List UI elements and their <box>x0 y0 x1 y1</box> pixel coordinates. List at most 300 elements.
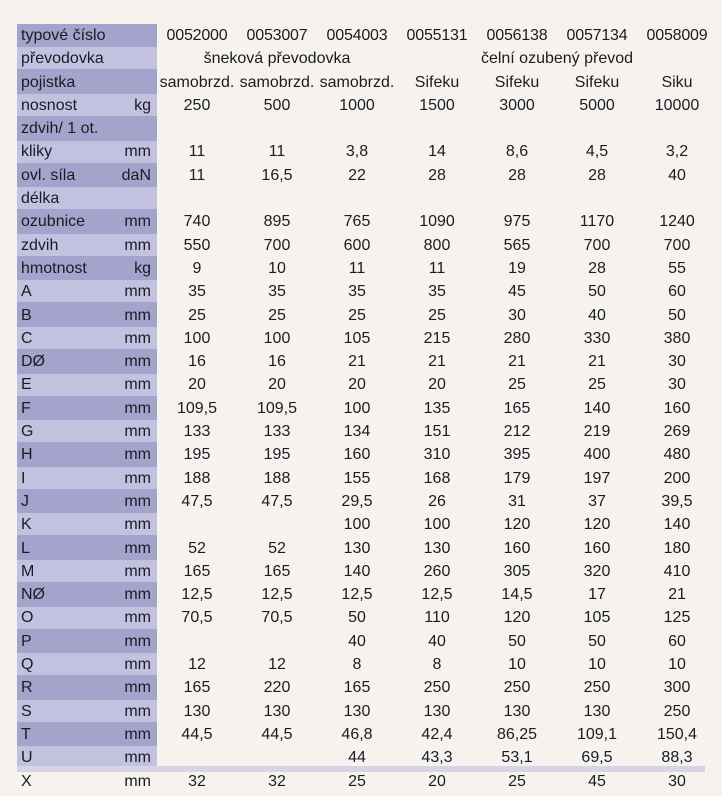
row-unit: mm <box>124 539 151 557</box>
value-cell: 45 <box>508 283 526 301</box>
row-label: B <box>21 306 32 324</box>
value-cell: 12 <box>188 656 206 674</box>
value-cell: 1500 <box>419 96 455 114</box>
value-cell: 11 <box>188 166 206 184</box>
table-row <box>17 676 717 699</box>
row-label: ozubnice <box>21 213 86 231</box>
value-cell: 28 <box>428 166 446 184</box>
value-cell <box>157 630 237 653</box>
value-cell: 151 <box>423 423 451 441</box>
value-cell: 9 <box>192 259 202 277</box>
value-cell <box>397 187 477 210</box>
value-cell: 250 <box>583 679 611 697</box>
value-cell: 12,5 <box>421 586 453 604</box>
value-cell: 150,4 <box>656 725 698 743</box>
row-unit: mm <box>124 679 151 697</box>
code-cell: 0054003 <box>326 27 388 44</box>
value-cell: 20 <box>428 772 446 790</box>
value-cell: 250 <box>663 702 691 720</box>
value-cell: 40 <box>668 166 686 184</box>
value-cell: 133 <box>263 423 291 441</box>
value-cell: 30 <box>668 353 686 371</box>
value-cell: 14 <box>428 143 446 161</box>
value-cell: 120 <box>503 516 531 534</box>
value-cell: 28 <box>588 259 606 277</box>
value-cell: 168 <box>423 469 451 487</box>
value-cell: 100 <box>343 399 371 417</box>
value-cell: 188 <box>263 469 291 487</box>
code-cell: 0057134 <box>566 27 628 44</box>
row-label: J <box>21 492 29 510</box>
row-unit: mm <box>124 213 151 231</box>
value-cell: 35 <box>268 283 286 301</box>
value-cell: 700 <box>663 236 691 254</box>
value-cell: 180 <box>663 539 691 557</box>
value-cell: 8 <box>432 656 442 674</box>
value-cell <box>237 117 317 140</box>
row-unit: mm <box>124 586 151 604</box>
row-label: U <box>21 749 33 767</box>
row-label: kliky <box>21 143 53 161</box>
row-unit: mm <box>124 609 151 627</box>
value-cell: 600 <box>343 236 371 254</box>
value-cell: 212 <box>503 423 531 441</box>
value-cell: 39,5 <box>661 492 693 510</box>
value-cell: 195 <box>183 446 211 464</box>
value-cell: 3,8 <box>345 143 369 161</box>
value-cell: 60 <box>668 632 686 650</box>
table-row <box>17 350 717 373</box>
value-cell <box>637 187 717 210</box>
value-cell: 135 <box>423 399 451 417</box>
value-cell: 160 <box>503 539 531 557</box>
value-cell: 22 <box>348 166 366 184</box>
row-unit: mm <box>124 656 151 674</box>
value-cell: 700 <box>263 236 291 254</box>
value-cell: 740 <box>183 213 211 231</box>
value-cell: 69,5 <box>581 749 613 767</box>
table-row <box>17 164 717 187</box>
value-cell: 160 <box>663 399 691 417</box>
row-label: zdvih <box>21 236 59 254</box>
value-cell: 60 <box>668 283 686 301</box>
value-cell: 4,5 <box>585 143 609 161</box>
value-cell: 10 <box>588 656 606 674</box>
row-label: X <box>21 772 32 790</box>
value-cell: 8,6 <box>505 143 529 161</box>
value-cell: 160 <box>583 539 611 557</box>
value-cell: 70,5 <box>181 609 213 627</box>
value-cell <box>477 187 557 210</box>
code-cell: 0053007 <box>246 27 308 44</box>
value-cell: 12,5 <box>181 586 213 604</box>
row-unit: mm <box>124 376 151 394</box>
header-row-groups <box>17 47 717 70</box>
value-cell <box>157 117 237 140</box>
value-cell: 55 <box>668 259 686 277</box>
table-row <box>17 490 717 513</box>
row-label: délka <box>21 190 60 208</box>
row-unit: mm <box>124 353 151 371</box>
value-cell: 3000 <box>499 96 535 114</box>
value-cell: 10 <box>508 656 526 674</box>
value-cell: 130 <box>343 539 371 557</box>
value-cell: 134 <box>343 423 371 441</box>
table-row <box>17 327 717 350</box>
value-cell: 25 <box>428 306 446 324</box>
value-cell: 50 <box>588 283 606 301</box>
value-cell: 105 <box>343 329 371 347</box>
value-cell: 19 <box>508 259 526 277</box>
value-cell: 40 <box>588 306 606 324</box>
value-cell: 10000 <box>654 96 700 114</box>
value-cell: 88,3 <box>661 749 693 767</box>
row-label: R <box>21 679 33 697</box>
value-cell: 197 <box>583 469 611 487</box>
row-label: S <box>21 702 32 720</box>
row-label: M <box>21 562 35 580</box>
value-cell: 160 <box>343 446 371 464</box>
table-row <box>17 280 717 303</box>
value-cell: 130 <box>423 539 451 557</box>
value-cell <box>237 630 317 653</box>
brake-cell: Sifeku <box>414 73 460 91</box>
row-unit: mm <box>124 306 151 324</box>
brake-cell: samobrzd. <box>319 73 395 91</box>
value-cell: 140 <box>663 516 691 534</box>
row-label: E <box>21 376 32 394</box>
row-unit: daN <box>121 166 151 184</box>
value-cell: 260 <box>423 562 451 580</box>
value-cell: 44,5 <box>261 725 293 743</box>
value-cell: 46,8 <box>341 725 373 743</box>
value-cell: 800 <box>423 236 451 254</box>
value-cell: 50 <box>668 306 686 324</box>
value-cell: 100 <box>343 516 371 534</box>
value-cell: 11 <box>348 259 366 277</box>
value-cell: 25 <box>268 306 286 324</box>
row-label: C <box>21 329 33 347</box>
value-cell: 155 <box>343 469 371 487</box>
row-unit: mm <box>124 399 151 417</box>
value-cell: 1000 <box>339 96 375 114</box>
value-cell: 30 <box>668 376 686 394</box>
value-cell: 109,5 <box>176 399 218 417</box>
value-cell: 35 <box>188 283 206 301</box>
value-cell: 250 <box>503 679 531 697</box>
row-unit: mm <box>124 749 151 767</box>
value-cell: 130 <box>423 702 451 720</box>
value-cell: 50 <box>588 632 606 650</box>
value-cell: 42,4 <box>421 725 453 743</box>
row-unit: mm <box>124 143 151 161</box>
value-cell: 25 <box>508 376 526 394</box>
value-cell: 179 <box>503 469 531 487</box>
table-row <box>17 117 717 140</box>
value-cell <box>477 117 557 140</box>
row-label: L <box>21 539 30 557</box>
value-cell: 16 <box>268 353 286 371</box>
value-cell: 26 <box>428 492 446 510</box>
value-cell: 12 <box>268 656 286 674</box>
table-row <box>17 513 717 536</box>
table-row <box>17 373 717 396</box>
value-cell: 29,5 <box>341 492 373 510</box>
row-unit: mm <box>124 446 151 464</box>
value-cell: 53,1 <box>501 749 533 767</box>
row-label: ovl. síla <box>21 166 76 184</box>
value-cell: 45 <box>588 772 606 790</box>
value-cell: 14,5 <box>501 586 533 604</box>
table-row <box>17 630 717 653</box>
value-cell: 47,5 <box>181 492 213 510</box>
value-cell: 110 <box>424 609 450 627</box>
value-cell: 86,25 <box>496 725 538 743</box>
value-cell: 10 <box>268 259 286 277</box>
table-row <box>17 606 717 629</box>
value-cell: 188 <box>183 469 211 487</box>
code-cell: 0058009 <box>646 27 708 44</box>
value-cell: 195 <box>263 446 291 464</box>
table-row <box>17 94 717 117</box>
value-cell: 28 <box>588 166 606 184</box>
value-cell: 11 <box>268 143 286 161</box>
value-cell: 765 <box>343 213 371 231</box>
value-cell: 20 <box>428 376 446 394</box>
value-cell: 280 <box>503 329 531 347</box>
value-cell: 140 <box>343 562 371 580</box>
value-cell: 28 <box>508 166 526 184</box>
group-spur-gear: čelní ozubený převod <box>480 50 634 68</box>
value-cell <box>237 187 317 210</box>
brake-cell: Sifeku <box>574 73 620 91</box>
row-label: G <box>21 423 34 441</box>
value-cell: 300 <box>663 679 691 697</box>
value-cell: 400 <box>583 446 611 464</box>
value-cell <box>157 513 237 536</box>
value-cell: 120 <box>583 516 611 534</box>
value-cell: 100 <box>183 329 211 347</box>
value-cell: 40 <box>428 632 446 650</box>
typove-cislo-label: typové číslo <box>21 27 106 44</box>
value-cell: 70,5 <box>261 609 293 627</box>
row-unit: mm <box>124 772 151 790</box>
value-cell: 305 <box>503 562 531 580</box>
value-cell: 130 <box>263 702 291 720</box>
value-cell: 44 <box>348 749 366 767</box>
value-cell: 11 <box>428 259 446 277</box>
brake-cell: samobrzd. <box>239 73 315 91</box>
row-unit: mm <box>124 423 151 441</box>
row-unit <box>121 187 157 210</box>
table-row <box>17 653 717 676</box>
row-label: K <box>21 516 32 534</box>
value-cell: 100 <box>423 516 451 534</box>
table-row <box>17 583 717 606</box>
value-cell: 10 <box>668 656 686 674</box>
value-cell: 220 <box>263 679 291 697</box>
value-cell: 133 <box>183 423 211 441</box>
table-row <box>17 443 717 466</box>
row-label: hmotnost <box>21 259 87 277</box>
value-cell: 500 <box>263 96 291 114</box>
value-cell: 50 <box>348 609 366 627</box>
value-cell: 52 <box>188 539 206 557</box>
value-cell <box>237 513 317 536</box>
value-cell: 975 <box>503 213 531 231</box>
value-cell: 320 <box>583 562 611 580</box>
table-row <box>17 187 717 210</box>
value-cell: 21 <box>508 353 526 371</box>
value-cell: 105 <box>583 609 611 627</box>
row-unit: mm <box>124 725 151 743</box>
value-cell: 165 <box>183 679 211 697</box>
row-label: A <box>21 283 32 301</box>
value-cell: 165 <box>503 399 531 417</box>
value-cell: 395 <box>503 446 531 464</box>
value-cell: 20 <box>348 376 366 394</box>
value-cell: 30 <box>508 306 526 324</box>
value-cell: 21 <box>428 353 446 371</box>
spec-table <box>17 24 717 793</box>
row-unit: mm <box>124 236 151 254</box>
value-cell: 21 <box>668 586 686 604</box>
value-cell <box>637 117 717 140</box>
value-cell: 20 <box>268 376 286 394</box>
value-cell: 109,5 <box>256 399 298 417</box>
table-row <box>17 467 717 490</box>
value-cell: 25 <box>348 772 366 790</box>
value-cell: 100 <box>263 329 291 347</box>
value-cell <box>397 117 477 140</box>
bottom-strip <box>17 766 705 772</box>
value-cell: 35 <box>348 283 366 301</box>
table-row <box>17 234 717 257</box>
value-cell: 52 <box>268 539 286 557</box>
value-cell: 310 <box>423 446 451 464</box>
table-row <box>17 560 717 583</box>
value-cell: 25 <box>588 376 606 394</box>
value-cell: 1240 <box>659 213 695 231</box>
brake-cell: Sifeku <box>494 73 540 91</box>
value-cell: 130 <box>503 702 531 720</box>
value-cell <box>557 187 637 210</box>
value-cell: 3,2 <box>665 143 689 161</box>
row-label: P <box>21 632 32 650</box>
value-cell: 269 <box>663 423 691 441</box>
value-cell: 215 <box>423 329 451 347</box>
value-cell: 550 <box>183 236 211 254</box>
value-cell <box>557 117 637 140</box>
value-cell: 125 <box>663 609 691 627</box>
row-unit: mm <box>124 283 151 301</box>
group-worm-gear: šneková převodovka <box>203 50 351 68</box>
header-row-brakes <box>17 71 717 94</box>
value-cell <box>317 187 397 210</box>
row-label: NØ <box>21 586 45 604</box>
row-label: nosnost <box>21 96 78 114</box>
value-cell: 44,5 <box>181 725 213 743</box>
row-unit: mm <box>124 469 151 487</box>
table-row <box>17 257 717 280</box>
value-cell: 16 <box>188 353 206 371</box>
value-cell: 1170 <box>579 213 615 231</box>
value-cell: 20 <box>188 376 206 394</box>
value-cell: 31 <box>508 492 526 510</box>
value-cell: 565 <box>503 236 531 254</box>
row-unit: mm <box>124 702 151 720</box>
value-cell: 480 <box>663 446 691 464</box>
value-cell: 165 <box>183 562 211 580</box>
value-cell: 47,5 <box>261 492 293 510</box>
code-cell: 0055131 <box>406 27 468 44</box>
table-row <box>17 397 717 420</box>
row-label: zdvih/ 1 ot. <box>21 120 99 138</box>
value-cell: 330 <box>583 329 611 347</box>
value-cell: 11 <box>188 143 206 161</box>
value-cell: 219 <box>583 423 611 441</box>
prevodovka-label: převodovka <box>21 50 104 68</box>
brake-cell: Siku <box>661 73 693 91</box>
value-cell <box>317 117 397 140</box>
value-cell: 165 <box>343 679 371 697</box>
row-label: T <box>21 725 31 743</box>
row-label: H <box>21 446 33 464</box>
row-unit: mm <box>124 492 151 510</box>
value-cell: 25 <box>348 306 366 324</box>
row-label: O <box>21 609 34 627</box>
value-cell: 120 <box>503 609 531 627</box>
value-cell: 50 <box>508 632 526 650</box>
header-row-codes <box>17 24 717 47</box>
value-cell: 21 <box>348 353 366 371</box>
row-unit: mm <box>124 516 151 534</box>
value-cell: 130 <box>183 702 211 720</box>
row-unit: kg <box>134 259 151 277</box>
row-unit: kg <box>134 96 151 114</box>
value-cell: 200 <box>663 469 691 487</box>
row-unit: mm <box>124 562 151 580</box>
value-cell: 109,1 <box>576 725 618 743</box>
value-cell: 130 <box>583 702 611 720</box>
value-cell: 43,3 <box>421 749 453 767</box>
value-cell: 12,5 <box>261 586 293 604</box>
value-cell: 32 <box>188 772 206 790</box>
value-cell: 165 <box>263 562 291 580</box>
value-cell: 250 <box>183 96 211 114</box>
value-cell: 40 <box>348 632 366 650</box>
table-row <box>17 537 717 560</box>
value-cell: 30 <box>668 772 686 790</box>
value-cell: 21 <box>588 353 606 371</box>
row-unit: mm <box>124 329 151 347</box>
code-cell: 0056138 <box>486 27 548 44</box>
value-cell: 35 <box>428 283 446 301</box>
value-cell: 37 <box>588 492 606 510</box>
value-cell: 16,5 <box>261 166 293 184</box>
value-cell <box>157 187 237 210</box>
value-cell: 895 <box>263 213 291 231</box>
value-cell: 25 <box>188 306 206 324</box>
row-label: F <box>21 399 31 417</box>
table-row <box>17 770 717 793</box>
table-row <box>17 140 717 163</box>
value-cell: 130 <box>343 702 371 720</box>
table-row <box>17 304 717 327</box>
row-label: I <box>21 469 26 487</box>
value-cell: 17 <box>588 586 606 604</box>
value-cell: 380 <box>663 329 691 347</box>
